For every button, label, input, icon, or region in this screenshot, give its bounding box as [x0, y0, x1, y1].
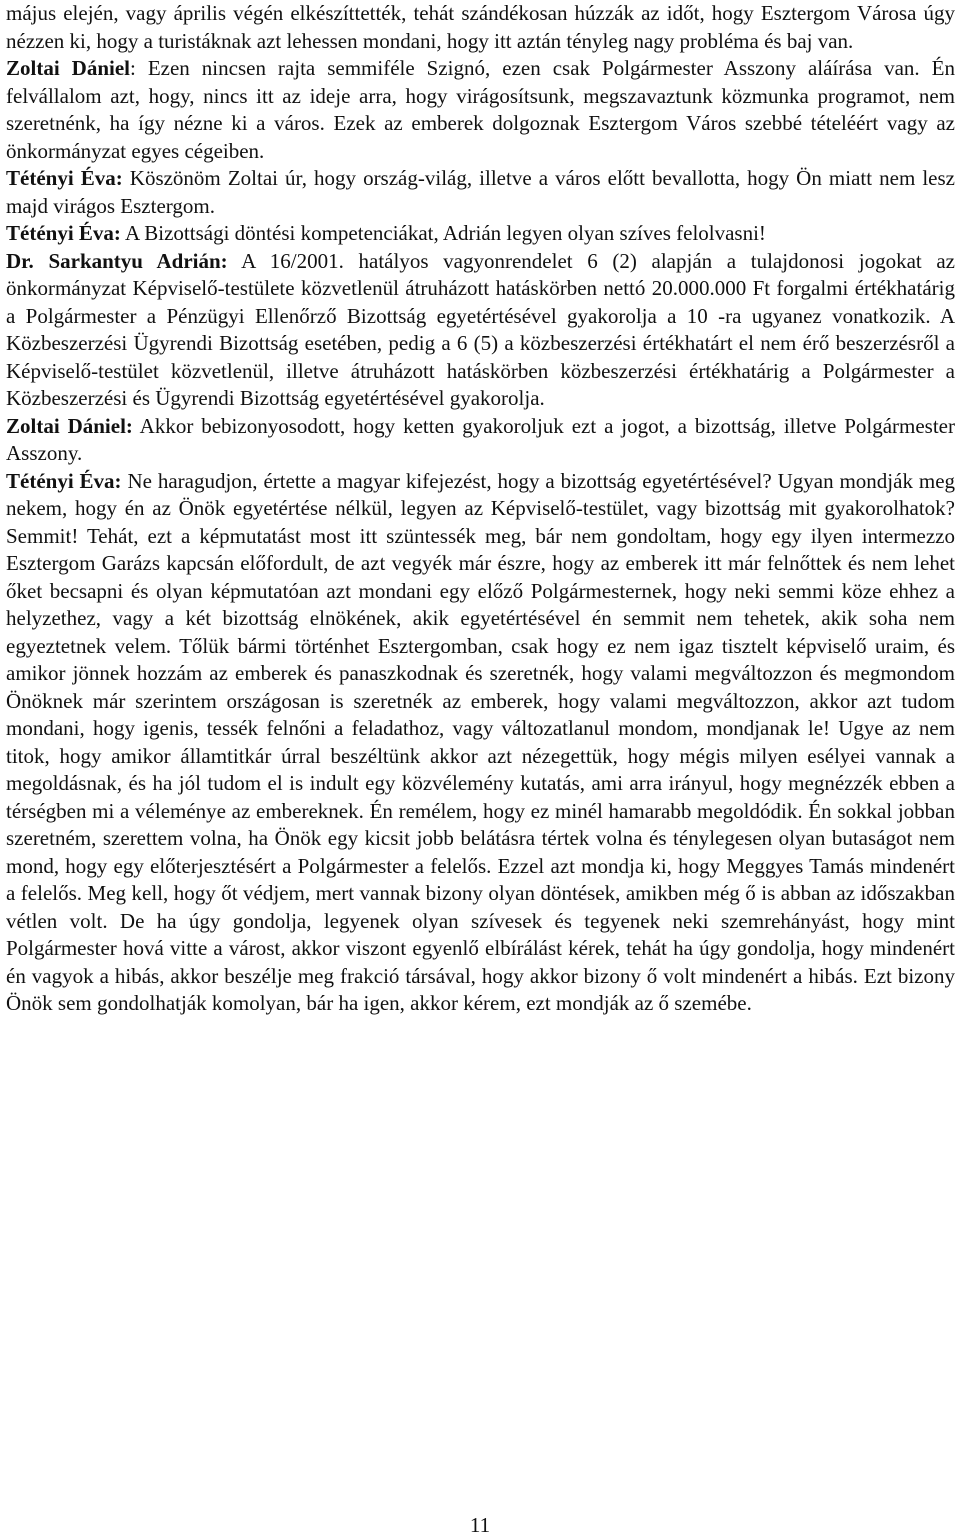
- speaker-name: Tétényi Éva:: [6, 166, 123, 190]
- paragraph-tetenyi-1: [6, 165, 955, 220]
- paragraph-text: Ne haragudjon, értette a magyar kifejezést, hogy a bizottság egyetértésével? Ugyan mondják meg nekem, hogy én az Önök egyetértése nélkül, legyen az Képviselő-testület, vagy bizottság mit gyakorolhatok? Semmit! Tehát, ezt a képmutatást most itt szüntessék meg, bár nem gondoltam, hogy egy ilyen intermezzo Esztergom Garázs kapcsán előfordult, de azt vegyék már észre, hogy az emberek itt már felnőttek és nem lehet őket becsapni és olyan képmutatóan azt mondani egy előző Polgármesternek, hogy neki semmi köze ehhez a helyzethez, vagy a két bizottság elnökének, akik egyetértésével én semmit nem tehetek, akik soha nem egyeztetnek velem. Tőlük bármi történhet Esztergomban, csak hogy ez nem igaz tisztelt képviselő uraim, és amikor jönnek hozzám az emberek és panaszkodnak és szeretnék, hogy valami megváltozzon és megmondom Önöknek már szerintem országosan is szeretnék az emberek, hogy valami megváltozzon, akkor azt tudom mondani, hogy igenis, tessék felnőni a feladathoz, vagy változatlanul mondom, mondjanak le! Ugye az nem titok, hogy amikor államtitkár úrral beszéltünk akkor azt nézegettük, hogy mégis milyen esélyei vannak a megoldásnak, és ha jól tudom el is indult egy közvélemény kutatás, ami arra irányul, hogy megnézzék ebben a térségben mi a véleménye az embereknek. Én remélem, hogy ez minél hamarabb megoldódik. Én sokkal jobban szeretném, szerettem volna, ha Önök egy kicsit jobb belátásra tértek volna és ténylegesen olyan butaságot nem mond, hogy egy előterjesztésért a Polgármester a felelős. Ezzel azt mondja ki, hogy Meggyes Tamás mindenért a felelős. Meg kell, hogy őt védjem, mert vannak bizony olyan döntések, amikben még ő is abban az időszakban vétlen volt. De ha úgy gondolja, legyenek olyan szívesek és tegyenek neki szemrehányást, hogy mint Polgármester hová vitte a várost, akkor viszont egyenlő elbírálást kérek, tehát ha úgy gondolja, hogy mindenért én vagyok a hibás, akkor beszélje meg frakció társával, hogy akkor bizony ő volt mindenért a hibás. Ezt bizony Önök sem gondolhatják komolyan, bár ha igen, akkor kérem, ezt mondják az ő szemébe.: [6, 468, 956, 1015]
- paragraph-text: Akkor bebizonyosodott, hogy ketten gyakoroljuk ezt a jogot, a bizottság, illetve Polgármester Asszony.: [6, 413, 956, 465]
- paragraph-text: május elején, vagy április végén elkészíttették, tehát szándékosan húzzák az időt, hogy Esztergom Városa úgy nézzen ki, hogy a turistáknak azt lehessen mondani, hogy itt aztán tényleg nagy probléma és baj van.: [6, 1, 955, 53]
- paragraph-text: Köszönöm Zoltai úr, hogy ország-világ, illetve a város előtt bevallotta, hogy Ön miatt nem lesz majd virágos Esztergom.: [6, 166, 955, 218]
- paragraph-tetenyi-2: [6, 220, 955, 248]
- speaker-name: Zoltai Dániel: [6, 56, 130, 80]
- speaker-name: Dr. Sarkantyu Adrián:: [6, 248, 228, 273]
- paragraph-tetenyi-3: [6, 468, 955, 1018]
- paragraph-continuation: [6, 0, 955, 55]
- paragraph-text: A 16/2001. hatályos vagyonrendelet 6 (2) alapján a tulajdonosi jogokat az önkormányzat Képviselő-testülete közvetlenül átruházott hatáskörben nettó 20.000.000 Ft forgalmi értékhatárig a Polgármester a Pénzügyi Ellenőrző Bizottság egyetértésével gyakorolja a 10 -ra ugyanez vonatkozik. A Közbeszerzési Ügyrendi Bizottság esetében, pedig a 6 (5) a közbeszerzési értékhatárt el nem érő beszerzésről a Képviselő-testület közvetlenül, illetve átruházott hatáskörben közbeszerzési értékhatárig a Polgármester a Közbeszerzési és Ügyrendi Bizottság egyetértésével gyakorolja.: [6, 248, 956, 410]
- page-number: 11: [469, 1513, 491, 1537]
- paragraph-zoltai-1: [6, 55, 955, 165]
- document-page: [6, 0, 955, 1018]
- speaker-name: Tétényi Éva:: [6, 468, 122, 493]
- paragraph-text: A Bizottsági döntési kompetenciákat, Adrián legyen olyan szíves felolvasni!: [120, 221, 766, 245]
- speaker-name: Zoltai Dániel:: [6, 413, 133, 438]
- speaker-name: Tétényi Éva:: [6, 221, 121, 245]
- paragraph-sarkantyu: [6, 248, 955, 413]
- paragraph-text: : Ezen nincsen rajta semmiféle Szignó, ezen csak Polgármester Asszony aláírása van. Én felvállalom azt, hogy, nincs itt az ideje arra, hogy virágosítsunk, megszavaztunk közmunka programot, nem szeretnénk, ha így nézne ki a város. Ezek az emberek dolgoznak Esztergom Város szebbé tételéért vagy az önkormányzat egyes cégeiben.: [6, 56, 955, 163]
- paragraph-zoltai-2: [6, 413, 955, 468]
